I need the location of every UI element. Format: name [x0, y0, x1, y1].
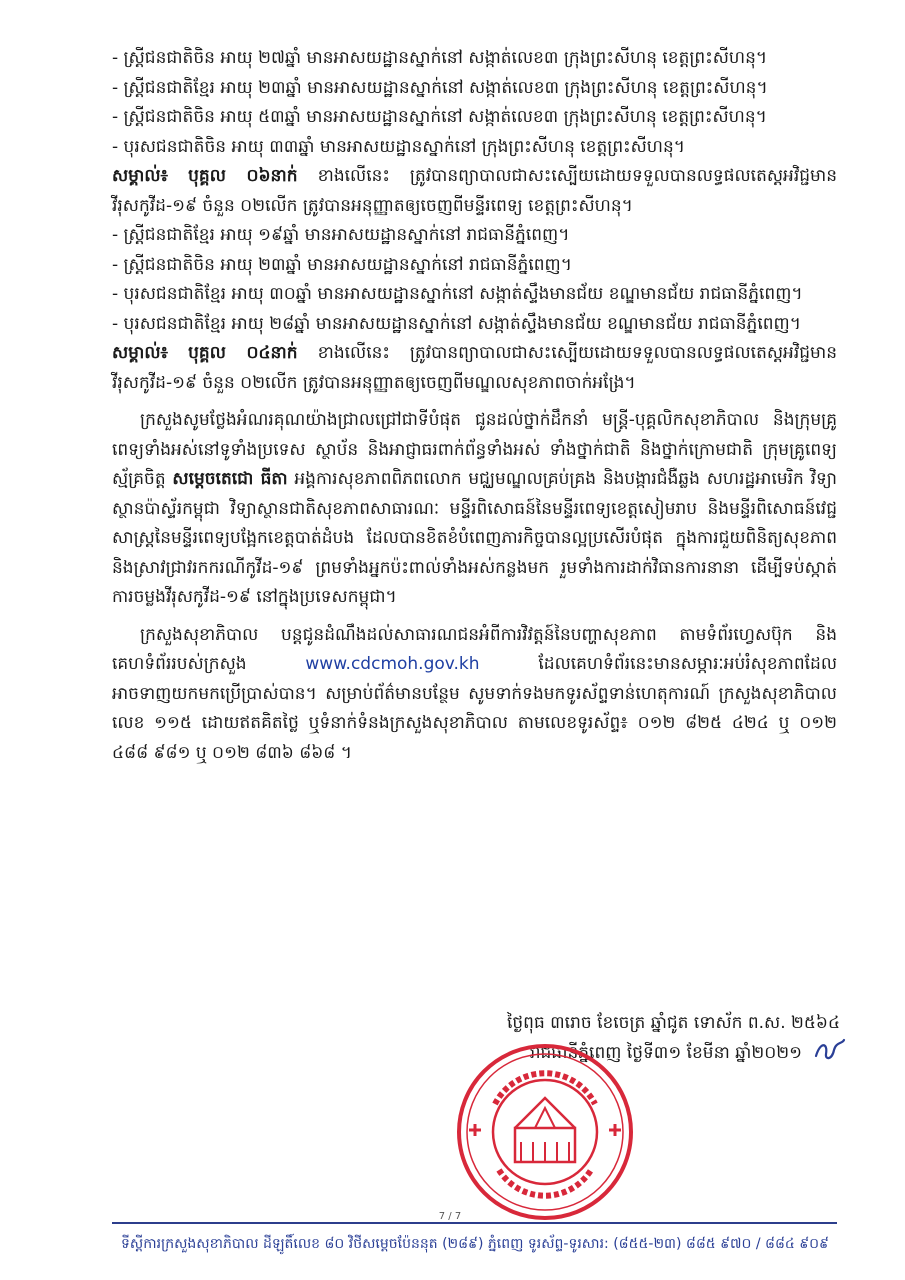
list-item: - ស្ត្រីជនជាតិចិន អាយុ ៥៣ឆ្នាំ មានអាសយដ្ឋានស្នាក់នៅ សង្កាត់លេខ៣ ក្រុងព្រះសីហនុ ខេត្តព្រះសីហនុ។ — [112, 107, 767, 127]
list-item: - ស្ត្រីជនជាតិចិន អាយុ ២៧ឆ្នាំ មានអាសយដ្ឋានស្នាក់នៅ សង្កាត់លេខ៣ ក្រុងព្រះសីហនុ ខេត្តព្រះសីហនុ។ — [112, 48, 768, 68]
note-2 — [112, 339, 837, 398]
list-item: - ស្ត្រីជនជាតិខ្មែរ អាយុ ២៣ឆ្នាំ មានអាសយដ្ឋានស្នាក់នៅ សង្កាត់លេខ៣ ក្រុងព្រះសីហនុ ខេត្តព្រះសីហនុ។ — [112, 77, 768, 98]
thanks-paragraph — [112, 406, 837, 613]
note-label: សម្គាល់៖ — [112, 343, 169, 363]
note-count: បុគ្គល ០៤នាក់ — [188, 343, 298, 363]
patient-list-1 — [112, 44, 837, 768]
lunar-date: ថ្ងៃពុធ ៣រោច ខែចេត្រ ឆ្នាំជូត ទោស័ក ព.ស. ២៥៦៤ — [506, 1013, 840, 1033]
thanks-name: សម្តេចតេជោ ធីតា — [172, 469, 288, 489]
note-label: សម្គាល់៖ — [112, 166, 169, 186]
list-item: - ស្ត្រីជនជាតិចិន អាយុ ២៣ឆ្នាំ មានអាសយដ្ឋានស្នាក់នៅ រាជធានីភ្នំពេញ។ — [112, 254, 572, 275]
note-1 — [112, 162, 837, 221]
ministry-seal — [455, 1042, 635, 1222]
note-count: បុគ្គល ០៦នាក់ — [188, 166, 298, 186]
thanks-text-end: អង្គការសុខភាពពិភពលោក មជ្ឈមណ្ឌលគ្រប់គ្រង និងបង្ការជំងឺឆ្លង សហរដ្ឋអាមេរិក វិទ្យាស្ថានប៉ាស្ទ័រកម្ពុជា វិទ្យាស្ថានជាតិសុខភាពសាធារណៈ មន្ទីរពិសោធន៍នៃមន្ទីរពេទ្យខេត្តសៀមរាប និងមន្ទីរពិសោធន៍វេជ្ជសាស្ត្រនៃមន្ទីរពេទ្យបង្អែកខេត្តបាត់ដំបង ដែលបានខិតខំបំពេញភារកិច្ចបានល្អប្រសើរបំផុត ក្នុងការជួយពិនិត្យសុខភាព និងស្រាវជ្រាវរកករណីកូវីដ-១៩ ព្រមទាំងអ្នកប៉ះពាល់ទាំងអស់កន្លងមក រួមទាំងការដាក់វិធានការនានា ដើម្បីទប់ស្កាត់ការចម្លងវីរុសកូវីដ-១៩ នៅក្នុងប្រទេសកម្ពុជា។ — [112, 469, 837, 607]
footer-address: ទីស្តីការក្រសួងសុខាភិបាល ដីឡូតិ៍លេខ ៨០ វិថីសម្តេចប៉ែននុត (២៨៩) ភ្នំពេញ ទូរស័ព្ទ-ទូរសារ: (៨៥៥-២៣) ៨៨៥ ៩៧០ / ៨៨៤ ៩០៩ — [121, 1236, 829, 1252]
page-number: 7 / 7 — [430, 1211, 470, 1222]
note-text: ខាងលើនេះ ត្រូវបានព្យាបាលជាសះស្បើយដោយទទួលបានលទ្ធផលតេស្តអវិជ្ជមានវីរុសកូវីដ-១៩ ចំនួន ០២លើក ត្រូវបានអនុញ្ញាតឲ្យចេញពីមន្ទីរពេទ្យ ខេត្តព្រះសីហនុ។ — [112, 166, 838, 216]
website-link[interactable]: www.cdcmoh.gov.kh — [305, 654, 480, 674]
thanks-text-start: ក្រសួងសូមថ្លែងអំណរគុណយ៉ាងជ្រាលជ្រៅជាទីបំផុត ជូនដល់ថ្នាក់ដឹកនាំ មន្ត្រី-បុគ្គលិកសុខាភិបាល និងក្រុមគ្រូពេទ្យទាំងអស់នៅទូទាំងប្រទេស ស្ថាប័ន និងអាជ្ញាធរពាក់ព័ន្ធទាំងអស់ ទាំងថ្នាក់ជាតិ និងថ្នាក់ក្រោមជាតិ ក្រុមគ្រូពេទ្យស្ម័គ្រចិត្ត — [112, 410, 837, 489]
info-text-end: ដែលគេហទំព័រនេះមានសម្ភារៈអប់រំសុខភាពដែលអាចទាញយកមកប្រើប្រាស់បាន។ សម្រាប់ព័ត៌មានបន្ថែម សូមទាក់ទងមកទូរស័ព្ទទាន់ហេតុការណ៍ ក្រសួងសុខាភិបាល លេខ ១១៥ ដោយឥតគិតថ្លៃ ឬទំនាក់ទំនងក្រសួងសុខាភិបាល តាមលេខទូរស័ព្ទ៖ ០១២ ៨២៥ ៤២៤ ឬ ០១២ ៤៨៨ ៩៨១ ឬ ០១២ ៨៣៦ ៨៦៨ ។ — [112, 654, 838, 763]
info-paragraph — [112, 621, 837, 769]
info-text-start: ក្រសួងសុខាភិបាល បន្តជូនដំណឹងដល់សាធារណជនអំពីការវិវត្តន៍នៃបញ្ហាសុខភាព តាមទំព័រហ្វេសប៊ុក និងគេហទំព័ររបស់ក្រសួង — [112, 624, 837, 674]
list-item: - បុរសជនជាតិខ្មែរ អាយុ ២៨ឆ្នាំ មានអាសយដ្ឋានស្នាក់នៅ សង្កាត់ស្ទឹងមានជ័យ ខណ្ឌមានជ័យ រាជធានីភ្នំពេញ។ — [112, 313, 801, 334]
note-text: ខាងលើនេះ ត្រូវបានព្យាបាលជាសះស្បើយដោយទទួលបានលទ្ធផលតេស្តអវិជ្ជមានវីរុសកូវីដ-១៩ ចំនួន ០២លើក ត្រូវបានអនុញ្ញាតឲ្យចេញពីមណ្ឌលសុខភាពចាក់អង្រែ។ — [112, 343, 838, 393]
list-item: - ស្ត្រីជនជាតិខ្មែរ អាយុ ១៩ឆ្នាំ មានអាសយដ្ឋានស្នាក់នៅ រាជធានីភ្នំពេញ។ — [112, 225, 570, 245]
list-item: - បុរសជនជាតិចិន អាយុ ៣៣ឆ្នាំ មានអាសយដ្ឋានស្នាក់នៅ ក្រុងព្រះសីហនុ ខេត្តព្រះសីហនុ។ — [112, 136, 685, 157]
list-item: - បុរសជនជាតិខ្មែរ អាយុ ៣០ឆ្នាំ មានអាសយដ្ឋានស្នាក់នៅ សង្កាត់ស្ទឹងមានជ័យ ខណ្ឌមានជ័យ រាជធានីភ្នំពេញ។ — [112, 284, 803, 304]
signature-mark — [812, 1036, 848, 1064]
solar-date: រាជធានីភ្នំពេញ ថ្ងៃទី៣១ ខែមីនា ឆ្នាំ២០២១ — [529, 1043, 802, 1063]
footer-divider — [112, 1222, 837, 1224]
